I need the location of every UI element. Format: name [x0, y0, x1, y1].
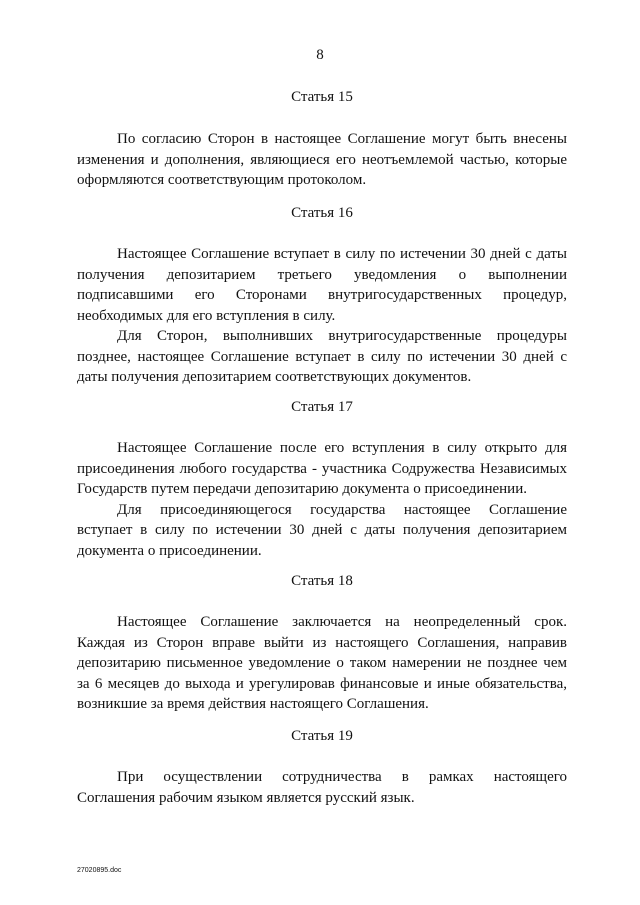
page-number: 8	[316, 47, 324, 63]
article-18	[77, 573, 567, 715]
article-15	[77, 89, 567, 191]
paragraph: Для присоединяющегося государства настоящее Соглашение вступает в силу по истечении 30 дней с даты получения депозитарием документа о присоединении.	[77, 501, 567, 559]
article-heading: Статья 17	[291, 399, 353, 415]
paragraph: Настоящее Соглашение вступает в силу по истечении 30 дней с даты получения депозитарием третьего уведомления о выполнении подписавшими его Сторонами внутригосударственных процедур, необходимых для его вступления в силу.	[77, 246, 567, 324]
article-19	[77, 728, 567, 808]
article-17	[77, 399, 567, 561]
article-heading: Статья 16	[291, 205, 353, 221]
article-16	[77, 205, 567, 388]
article-heading: Статья 19	[291, 728, 353, 744]
paragraph: По согласию Сторон в настоящее Соглашение могут быть внесены изменения и дополнения, являющиеся его неотъемлемой частью, которые оформляются соответствующим протоколом.	[77, 131, 567, 188]
document-footer: 27020895.doc	[77, 867, 122, 874]
paragraph: Настоящее Соглашение заключается на неопределенный срок. Каждая из Сторон вправе выйти из настоящего Соглашения, направив депозитарию письменное уведомление о таком намерении не позднее чем за 6 месяцев до выхода и урегулировав финансовые и иные обязательства, возникшие за время действия настоящего Соглашения.	[77, 614, 567, 712]
article-heading: Статья 15	[291, 89, 353, 105]
article-heading: Статья 18	[291, 573, 353, 589]
paragraph: Настоящее Соглашение после его вступления в силу открыто для присоединения любого государства - участника Содружества Независимых Государств путем передачи депозитарию документа о присоединении.	[77, 440, 567, 497]
paragraph: При осуществлении сотрудничества в рамках настоящего Соглашения рабочим языком является русский язык.	[77, 769, 567, 806]
paragraph: Для Сторон, выполнивших внутригосударственные процедуры позднее, настоящее Соглашение вступает в силу по истечении 30 дней с даты получения депозитарием соответствующих документов.	[77, 328, 567, 385]
